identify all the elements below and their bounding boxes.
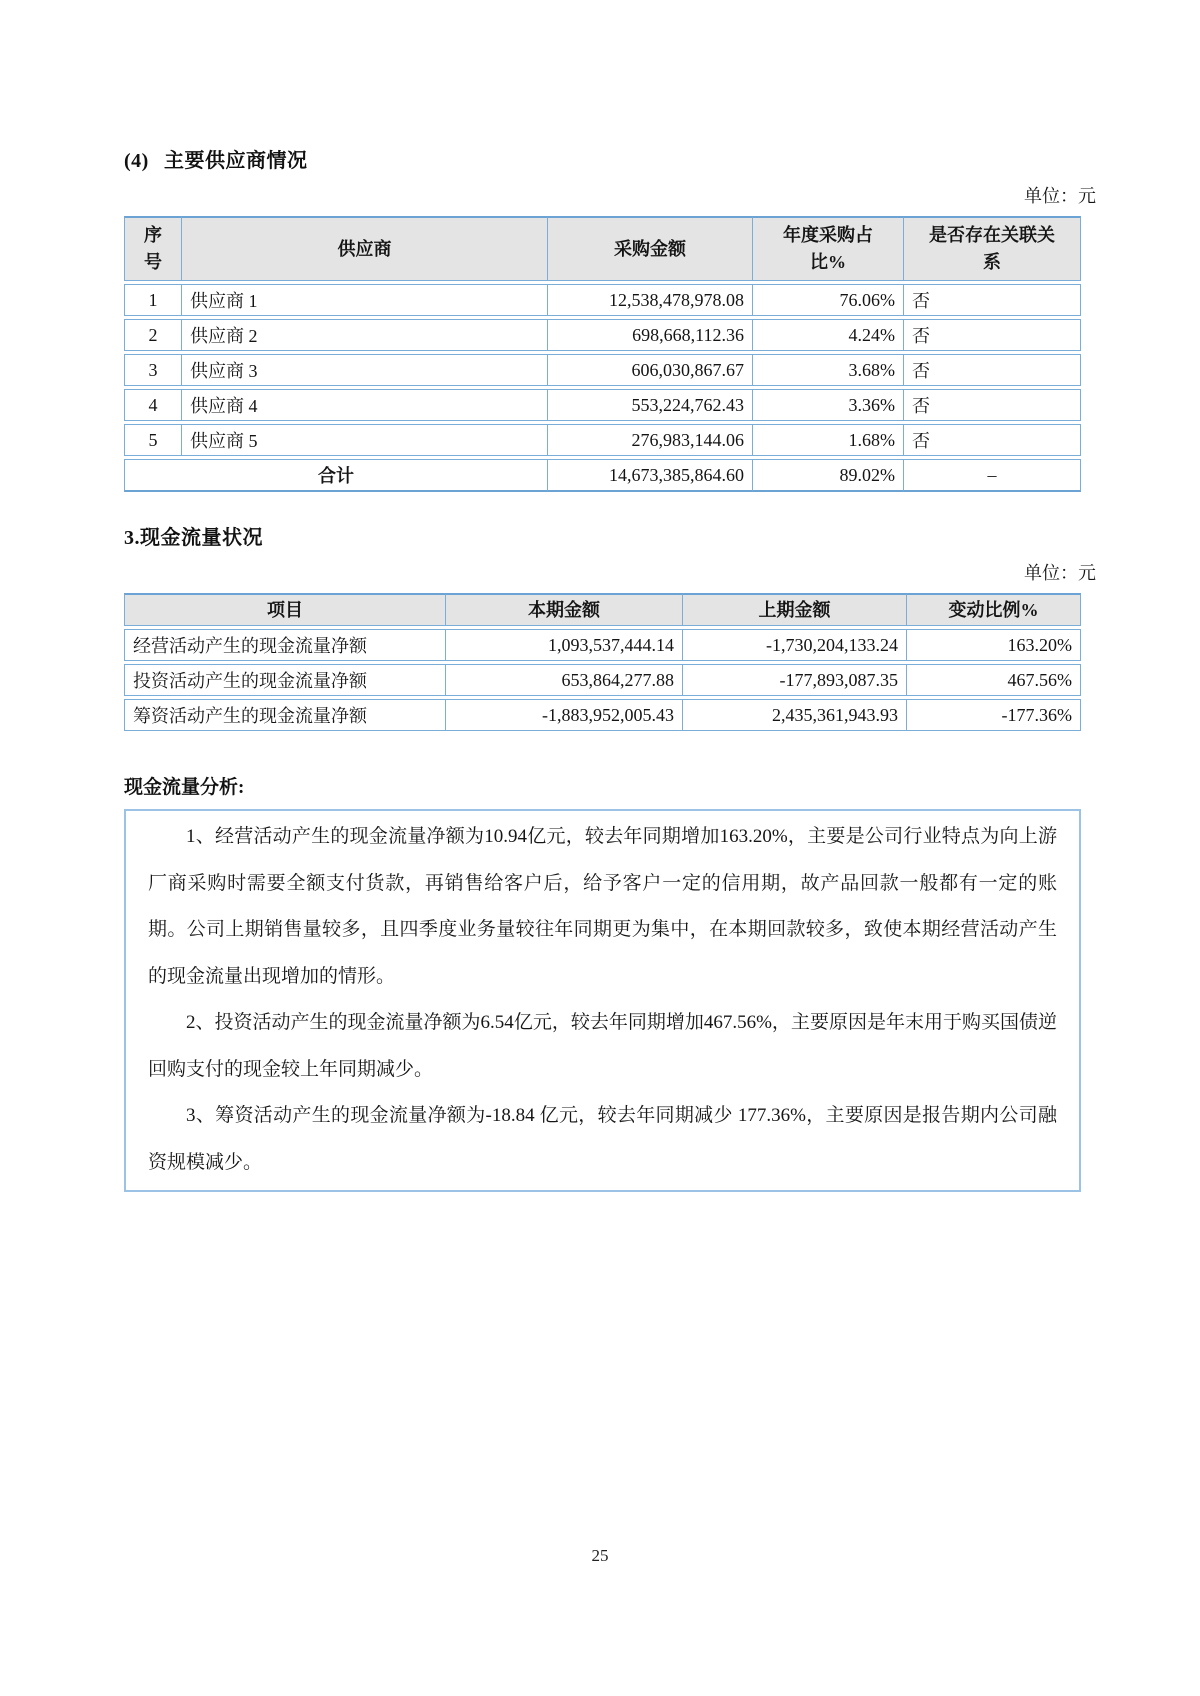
cell-supplier: 供应商 4	[181, 389, 547, 421]
cell-amount: 276,983,144.06	[547, 424, 752, 456]
cell-no: 4	[124, 389, 181, 421]
table-row	[124, 284, 1081, 316]
cell-amount: 606,030,867.67	[547, 354, 752, 386]
table-row	[124, 319, 1081, 351]
header-ratio: 年度采购占比%	[752, 216, 903, 281]
cashflow-section-title-text: 现金流量状况	[140, 527, 263, 549]
analysis-paragraph: 2、投资活动产生的现金流量净额为6.54亿元，较去年同期增加467.56%，主要原因是年末用于购买国债逆回购支付的现金较上年同期减少。	[148, 1012, 1057, 1080]
cell-current: 1,093,537,444.14	[445, 629, 682, 661]
cell-amount: 12,538,478,978.08	[547, 284, 752, 316]
table-row	[124, 699, 1081, 731]
cashflow-table-header	[124, 593, 1081, 626]
cashflow-table	[124, 590, 1081, 734]
cell-ratio: 1.68%	[752, 424, 903, 456]
header-current: 本期金额	[445, 593, 682, 626]
cell-no: 5	[124, 424, 181, 456]
header-related: 是否存在关联关系	[903, 216, 1081, 281]
analysis-box	[124, 809, 1081, 1192]
supplier-section-title	[124, 0, 1081, 173]
analysis-title: 现金流量分析:	[124, 777, 245, 798]
cell-ratio: 3.36%	[752, 389, 903, 421]
cell-item: 筹资活动产生的现金流量净额	[124, 699, 445, 731]
cell-previous: -177,893,087.35	[682, 664, 906, 696]
table-row	[124, 664, 1081, 696]
table-row	[124, 389, 1081, 421]
cell-previous: -1,730,204,133.24	[682, 629, 906, 661]
cell-amount: 553,224,762.43	[547, 389, 752, 421]
total-related: –	[903, 459, 1081, 492]
cell-related: 否	[903, 354, 1081, 386]
header-item: 项目	[124, 593, 445, 626]
header-previous: 上期金额	[682, 593, 906, 626]
cell-no: 2	[124, 319, 181, 351]
header-amount: 采购金额	[547, 216, 752, 281]
supplier-table	[124, 213, 1081, 495]
table-row	[124, 629, 1081, 661]
cell-no: 3	[124, 354, 181, 386]
cell-no: 1	[124, 284, 181, 316]
cell-supplier: 供应商 3	[181, 354, 547, 386]
cell-ratio: 3.68%	[752, 354, 903, 386]
table-row	[124, 354, 1081, 386]
cashflow-unit-label: 单位：元	[1024, 563, 1096, 583]
header-supplier: 供应商	[181, 216, 547, 281]
total-label: 合计	[124, 459, 547, 492]
supplier-section-title-text: 主要供应商情况	[164, 150, 308, 172]
cell-related: 否	[903, 424, 1081, 456]
analysis-paragraph: 3、筹资活动产生的现金流量净额为-18.84 亿元，较去年同期减少 177.36%，主要原因是报告期内公司融资规模减少。	[148, 1105, 1057, 1173]
cashflow-section-number: 3.	[124, 527, 140, 549]
table-row	[124, 424, 1081, 456]
cell-previous: 2,435,361,943.93	[682, 699, 906, 731]
supplier-header-row	[124, 216, 1081, 281]
cell-change: 163.20%	[906, 629, 1081, 661]
cell-item: 经营活动产生的现金流量净额	[124, 629, 445, 661]
total-ratio: 89.02%	[752, 459, 903, 492]
cell-ratio: 4.24%	[752, 319, 903, 351]
cell-supplier: 供应商 1	[181, 284, 547, 316]
page-number: 25	[591, 1546, 609, 1565]
cell-related: 否	[903, 389, 1081, 421]
cell-item: 投资活动产生的现金流量净额	[124, 664, 445, 696]
cell-amount: 698,668,112.36	[547, 319, 752, 351]
header-no: 序号	[124, 216, 181, 281]
cell-current: 653,864,277.88	[445, 664, 682, 696]
supplier-table-header	[124, 216, 1081, 281]
total-amount: 14,673,385,864.60	[547, 459, 752, 492]
cell-related: 否	[903, 284, 1081, 316]
cashflow-header-row	[124, 593, 1081, 626]
supplier-unit-label: 单位：元	[1024, 186, 1096, 206]
total-row	[124, 459, 1081, 492]
analysis-paragraph: 1、经营活动产生的现金流量净额为10.94亿元，较去年同期增加163.20%，主要是公司行业特点为向上游厂商采购时需要全额支付货款，再销售给客户后，给予客户一定的信用期，故产品回款一般都有一定的账期。公司上期销售量较多，且四季度业务量较往年同期更为集中，在本期回款较多，致使本期经营活动产生的现金流量出现增加的情形。	[148, 826, 1057, 987]
cell-ratio: 76.06%	[752, 284, 903, 316]
header-change: 变动比例%	[906, 593, 1081, 626]
supplier-section-number: (4)	[124, 150, 149, 172]
cashflow-section-title	[124, 495, 1081, 550]
cell-change: -177.36%	[906, 699, 1081, 731]
cell-current: -1,883,952,005.43	[445, 699, 682, 731]
cell-change: 467.56%	[906, 664, 1081, 696]
cell-supplier: 供应商 2	[181, 319, 547, 351]
page-content	[124, 0, 1096, 1192]
cell-supplier: 供应商 5	[181, 424, 547, 456]
cell-related: 否	[903, 319, 1081, 351]
